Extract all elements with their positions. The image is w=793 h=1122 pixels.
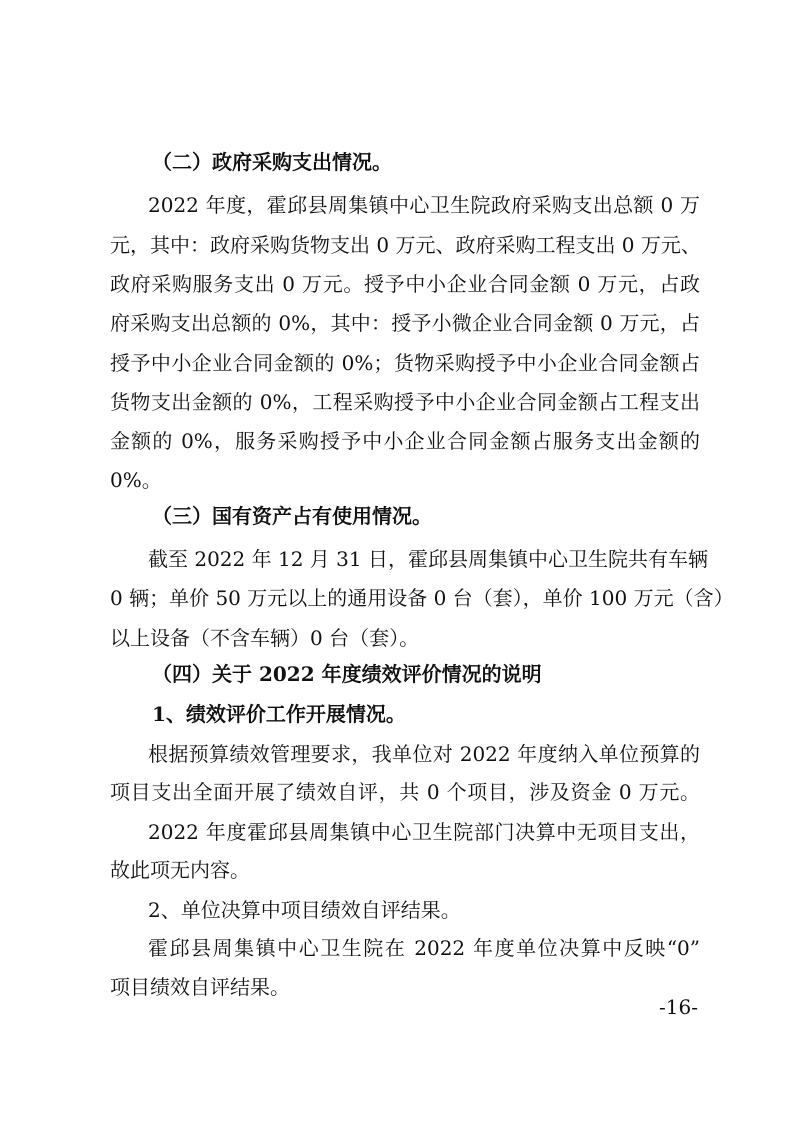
procurement-text-line: 货物支出金额的 0%，工程采购授予中小企业合同金额占工程支出 — [110, 390, 700, 414]
assets-text-line: 0 辆；单价 50 万元以上的通用设备 0 台（套），单价 100 万元（含） — [110, 586, 734, 610]
performance-text-line: 霍邱县周集镇中心卫生院在 2022 年度单位决算中反映“0” — [148, 936, 700, 960]
performance-text-line: 故此项无内容。 — [110, 858, 250, 882]
procurement-text-line: 政府采购服务支出 0 万元。授予中小企业合同金额 0 万元，占政 — [110, 272, 700, 296]
performance-text-line: 项目支出全面开展了绩效自评，共 0 个项目，涉及资金 0 万元。 — [110, 780, 700, 804]
procurement-text-line: 元，其中：政府采购货物支出 0 万元、政府采购工程支出 0 万元、 — [110, 233, 701, 257]
procurement-text-line: 2022 年度，霍邱县周集镇中心卫生院政府采购支出总额 0 万 — [148, 193, 700, 217]
performance-text-line: 2、单位决算中项目绩效自评结果。 — [148, 898, 461, 922]
procurement-text-line: 授予中小企业合同金额的 0%；货物采购授予中小企业合同金额占 — [110, 351, 700, 375]
procurement-text-line: 府采购支出总额的 0%，其中：授予小微企业合同金额 0 万元，占 — [110, 311, 700, 335]
section-heading-assets: （三）国有资产占有使用情况。 — [152, 504, 432, 528]
procurement-text-line: 0%。 — [110, 468, 162, 492]
procurement-text-line: 金额的 0%，服务采购授予中小企业合同金额占服务支出金额的 — [110, 429, 700, 453]
performance-text-line: 根据预算绩效管理要求，我单位对 2022 年度纳入单位预算的 — [148, 742, 700, 766]
assets-text-line: 截至 2022 年 12 月 31 日，霍邱县周集镇中心卫生院共有车辆 — [148, 547, 708, 571]
subheading-performance-work: 1、绩效评价工作开展情况。 — [152, 702, 406, 726]
page-number: -16- — [659, 995, 698, 1019]
performance-text-line: 2022 年度霍邱县周集镇中心卫生院部门决算中无项目支出， — [148, 820, 700, 844]
section-heading-procurement: （二）政府采购支出情况。 — [152, 150, 392, 174]
assets-text-line: 以上设备（不含车辆）0 台（套）。 — [110, 626, 420, 650]
section-heading-performance: （四）关于 2022 年度绩效评价情况的说明 — [152, 662, 542, 686]
performance-text-line: 项目绩效自评结果。 — [110, 975, 290, 999]
